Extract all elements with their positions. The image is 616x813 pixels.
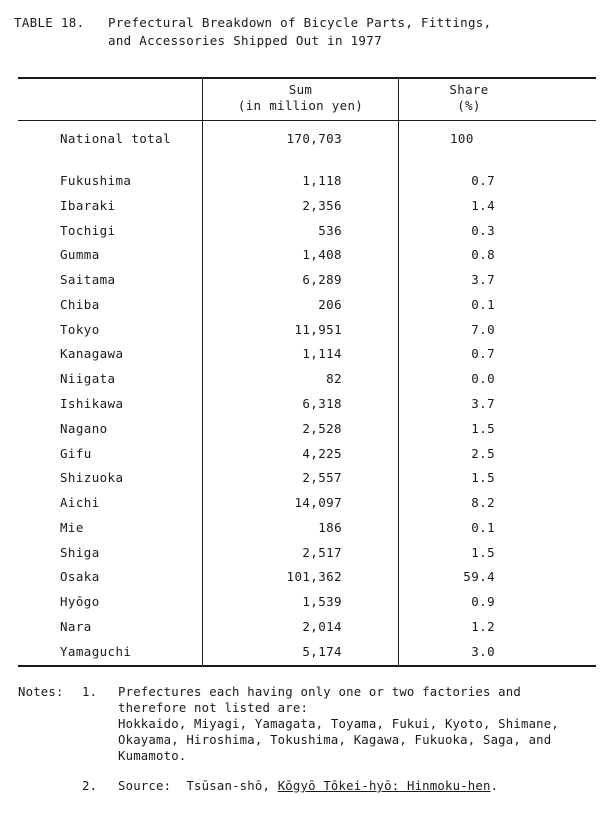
row-sum: 2,014 [302,619,342,635]
row-name: Aichi [60,495,100,511]
row-name: Ishikawa [60,396,124,412]
row-sum: 14,097 [294,495,342,511]
table-row [0,196,616,216]
note-2-number: 2. [82,779,98,793]
row-share: 0.1 [471,296,495,312]
table-row [0,419,616,439]
row-sum: 536 [318,222,342,238]
table-row [0,468,616,488]
table-row [0,642,616,662]
table-bottom-rule [18,665,596,667]
row-sum: 4,225 [302,445,342,461]
notes-label: Notes: [18,685,64,699]
row-name: Gumma [60,247,100,263]
table-row [0,369,616,389]
row-name: Mie [60,519,84,535]
note-1-text: Prefectures each having only one or two factories and therefore not listed are: Hokkaido, Miyagi, Yamagata, Toyama, Fukui, Kyoto, Shimane, Okayama, Hiroshima, Tokushima, Kagawa, Fukuoka, Saga, and Kumamoto. [118,685,559,763]
row-sum: 5,174 [302,643,342,659]
row-sum: 1,539 [302,594,342,610]
share-column-header: Share (%) [449,82,489,113]
row-sum: 11,951 [294,321,342,337]
row-share: 1.5 [471,544,495,560]
table-row [0,221,616,241]
row-share: 3.7 [471,272,495,288]
row-share: 0.8 [471,247,495,263]
table-row [0,394,616,414]
table-row [0,295,616,315]
row-sum: 2,557 [302,470,342,486]
row-name: Shizuoka [60,470,124,486]
title-line-1: Prefectural Breakdown of Bicycle Parts, Fittings, [108,15,492,30]
row-sum: 170,703 [286,131,342,146]
row-sum: 6,289 [302,272,342,288]
row-sum: 2,517 [302,544,342,560]
row-name: Nara [60,619,92,635]
table-row [0,567,616,587]
table-row [0,344,616,364]
row-sum: 186 [318,519,342,535]
row-name: Saitama [60,272,116,288]
row-name: Fukushima [60,173,132,188]
row-share: 0.9 [471,594,495,610]
header-bottom-rule [18,120,596,121]
row-share: 3.0 [471,643,495,659]
row-name: Niigata [60,371,116,387]
table-top-rule [18,77,596,79]
table-row [0,444,616,464]
row-share: 1.2 [471,619,495,635]
row-name: National total [60,131,171,146]
table-row-national-total [0,129,616,149]
row-share: 1.4 [471,197,495,213]
table-title [14,14,491,50]
row-sum: 6,318 [302,396,342,412]
row-share: 8.2 [471,495,495,511]
row-name: Shiga [60,544,100,560]
row-share: 1.5 [471,470,495,486]
row-share: 100 [450,131,474,146]
row-share: 3.7 [471,396,495,412]
table-row [0,245,616,265]
row-sum: 2,356 [302,197,342,213]
row-share: 0.3 [471,222,495,238]
row-share: 0.0 [471,371,495,387]
row-name: Kanagawa [60,346,124,362]
row-sum: 82 [326,371,342,387]
table-row [0,270,616,290]
note-1-number: 1. [82,685,98,699]
table-row [0,171,616,191]
row-sum: 2,528 [302,420,342,436]
row-share: 2.5 [471,445,495,461]
sum-column-header: Sum (in million yen) [237,82,364,113]
source-title: Kōgyō Tōkei-hyō: Hinmoku-hen [277,779,491,793]
row-name: Tokyo [60,321,100,337]
row-share: 1.5 [471,420,495,436]
row-sum: 101,362 [286,569,342,585]
row-share: 0.7 [471,173,495,188]
table-row [0,493,616,513]
table-row [0,543,616,563]
row-name: Nagano [60,420,108,436]
row-name: Tochigi [60,222,116,238]
row-share: 0.1 [471,519,495,535]
note-2-text: Source: Tsūsan-shō, Kōgyō Tōkei-hyō: Hinmoku-hen. [118,779,499,793]
row-name: Yamaguchi [60,643,132,659]
row-name: Hyōgo [60,594,100,610]
row-share: 59.4 [463,569,495,585]
row-sum: 1,118 [302,173,342,188]
row-sum: 206 [318,296,342,312]
table-number: TABLE 18. [14,15,85,30]
title-line-2: and Accessories Shipped Out in 1977 [108,33,382,48]
row-share: 7.0 [471,321,495,337]
table-row [0,617,616,637]
row-name: Gifu [60,445,92,461]
row-share: 0.7 [471,346,495,362]
table-row [0,518,616,538]
row-name: Osaka [60,569,100,585]
table-row [0,320,616,340]
table-row [0,592,616,612]
row-name: Ibaraki [60,197,116,213]
row-sum: 1,114 [302,346,342,362]
row-sum: 1,408 [302,247,342,263]
row-name: Chiba [60,296,100,312]
